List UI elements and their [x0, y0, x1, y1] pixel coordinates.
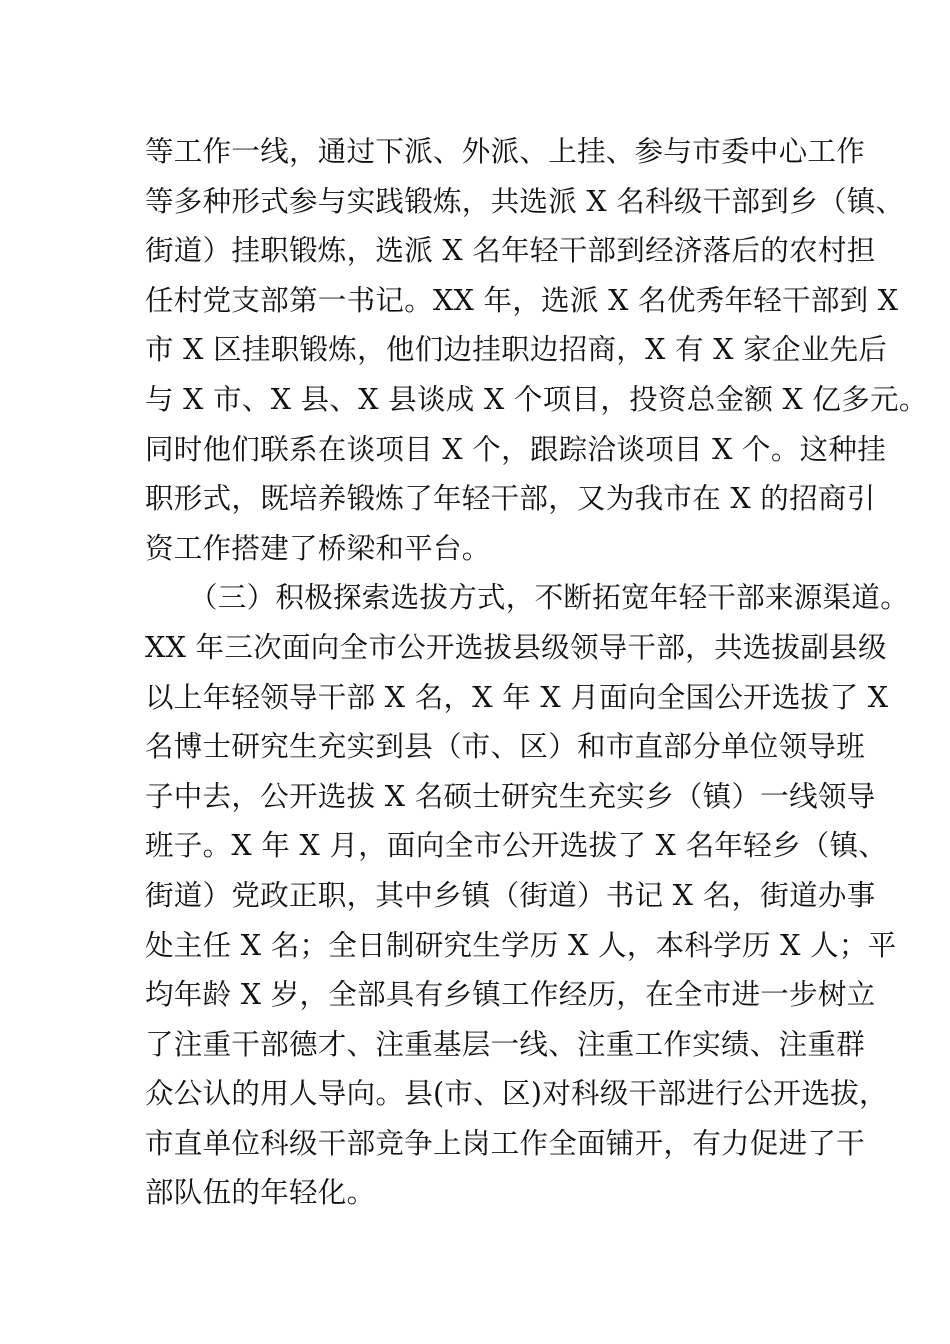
text-line-16: 街道）党政正职，其中乡镇（街道）书记 X 名，街道办事: [145, 878, 876, 912]
text-line-17: 处主任 X 名；全日制研究生学历 X 人，本科学历 X 人；平: [145, 928, 897, 962]
text-line-2: 等多种形式参与实践锻炼，共选派 X 名科级干部到乡（镇、: [145, 184, 905, 218]
section-heading-line: （三）积极探索选拔方式，不断拓宽年轻干部来源渠道。: [189, 581, 910, 615]
text-line-4: 任村党支部第一书记。XX 年，选派 X 名优秀年轻干部到 X: [145, 283, 899, 317]
text-line-19: 了注重干部德才、注重基层一线、注重工作实绩、注重群: [145, 1027, 866, 1061]
text-line-12: 以上年轻领导干部 X 名，X 年 X 月面向全国公开选拔了 X: [145, 680, 889, 714]
text-line-3: 街道）挂职锻炼，选派 X 名年轻干部到经济落后的农村担: [145, 234, 876, 268]
text-line-22: 部队伍的年轻化。: [145, 1176, 376, 1210]
text-line-8: 职形式，既培养锻炼了年轻干部，又为我市在 X 的招商引: [145, 482, 876, 516]
text-line-13: 名博士研究生充实到县（市、区）和市直部分单位领导班: [145, 730, 866, 764]
text-line-9: 资工作搭建了桥梁和平台。: [145, 531, 491, 565]
text-line-6: 与 X 市、X 县、X 县谈成 X 个项目，投资总金额 X 亿多元。: [145, 382, 928, 416]
text-line-15: 班子。X 年 X 月，面向全市公开选拔了 X 名年轻乡（镇、: [145, 829, 888, 863]
text-line-21: 市直单位科级干部竞争上岗工作全面铺开，有力促进了干: [145, 1126, 866, 1160]
text-line-18: 均年龄 X 岁，全部具有乡镇工作经历，在全市进一步树立: [145, 978, 876, 1012]
text-line-11: XX 年三次面向全市公开选拔县级领导干部，共选拔副县级: [145, 630, 887, 664]
body-text: [145, 127, 928, 1218]
text-line-7: 同时他们联系在谈项目 X 个，跟踪洽谈项目 X 个。这种挂: [145, 432, 887, 466]
text-line-1: 等工作一线，通过下派、外派、上挂、参与市委中心工作: [145, 135, 866, 168]
text-line-20: 众公认的用人导向。县(市、区)对科级干部进行公开选拔，: [145, 1077, 888, 1111]
text-line-14: 子中去，公开选拔 X 名硕士研究生充实乡（镇）一线领导: [145, 779, 876, 813]
text-line-5: 市 X 区挂职锻炼，他们边挂职边招商，X 有 X 家企业先后: [145, 333, 888, 367]
